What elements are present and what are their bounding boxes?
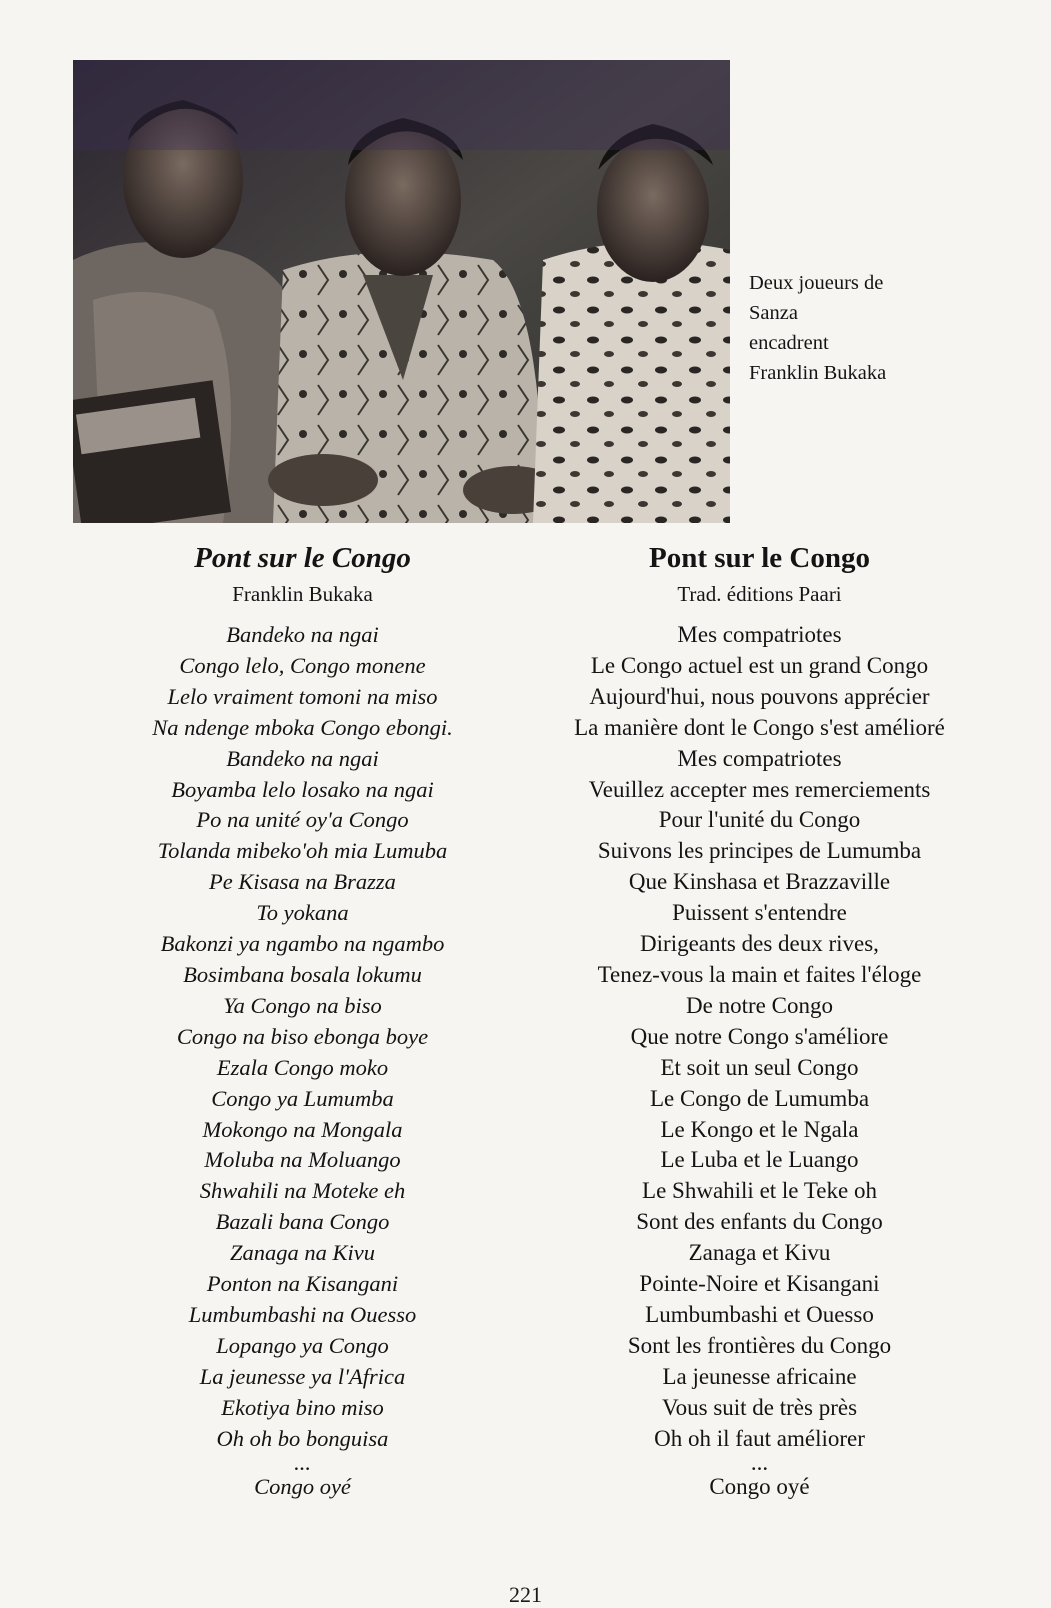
caption-line: Sanza: [749, 302, 798, 324]
lyric-line: Que notre Congo s'améliore: [630, 1023, 889, 1049]
original-lyrics: [105, 620, 500, 1503]
musicians-photo-illustration: [73, 60, 730, 523]
lyric-line: Congo oyé: [709, 1474, 810, 1500]
caption-line: encadrent: [749, 332, 829, 354]
translated-song-title: Pont sur le Congo: [648, 542, 870, 574]
lyric-line: Ekotiya bino miso: [221, 1394, 384, 1420]
lyric-line: Que Kinshasa et Brazzaville: [628, 869, 891, 895]
lyric-line: Ya Congo na biso: [223, 992, 382, 1018]
lyric-line: Zanaga et Kivu: [688, 1240, 831, 1266]
lyric-line: Sont les frontières du Congo: [627, 1332, 892, 1358]
original-song-title: Pont sur le Congo: [194, 542, 411, 574]
lyric-line: Lumbumbashi et Ouesso: [645, 1301, 874, 1327]
lyric-line: Pe Kisasa na Brazza: [209, 869, 396, 895]
lyric-line: Tenez-vous la main et faites l'éloge: [597, 961, 922, 987]
lyric-line: Lumbumbashi na Ouesso: [188, 1301, 417, 1327]
lyric-ellipsis: ...: [750, 1450, 769, 1476]
lyric-line: Le Kongo et le Ngala: [660, 1116, 859, 1142]
lyric-line: Bakonzi ya ngambo na ngambo: [160, 931, 445, 957]
lyric-line: La jeunesse ya l'Africa: [199, 1363, 406, 1389]
lyric-line: Bosimbana bosala lokumu: [183, 961, 422, 987]
lyric-line: Aujourd'hui, nous pouvons apprécier: [589, 683, 930, 709]
lyric-line: Suivons les principes de Lumumba: [597, 838, 922, 864]
lyric-line: Mes compatriotes: [677, 745, 842, 771]
lyric-line: Zanaga na Kivu: [229, 1240, 375, 1266]
lyric-line: Le Shwahili et le Teke oh: [642, 1178, 877, 1204]
lyric-line: Bandeko na ngai: [226, 745, 379, 771]
lyric-line: Boyamba lelo losako na ngai: [171, 776, 434, 802]
lyric-line: Na ndenge mboka Congo ebongi.: [152, 714, 453, 740]
translated-song-credit: Trad. éditions Paari: [677, 582, 842, 606]
lyric-line: Congo lelo, Congo monene: [179, 652, 426, 678]
lyric-line: Vous suit de très près: [661, 1394, 858, 1420]
lyric-line: Bandeko na ngai: [226, 622, 379, 647]
lyric-line: Moluba na Moluango: [204, 1147, 401, 1173]
translated-lyrics-column: [532, 540, 987, 1503]
lyric-line: Lopango ya Congo: [216, 1332, 389, 1358]
lyric-line: Lelo vraiment tomoni na miso: [167, 683, 438, 709]
lyric-line: Congo oyé: [254, 1474, 351, 1500]
lyric-line: Ezala Congo moko: [216, 1054, 389, 1080]
lyric-ellipsis: ...: [294, 1450, 311, 1476]
original-lyrics-column: [105, 540, 500, 1503]
lyric-line: Sont des enfants du Congo: [636, 1209, 883, 1235]
lyric-line: Le Congo de Lumumba: [649, 1085, 870, 1111]
lyric-line: La jeunesse africaine: [662, 1363, 857, 1389]
lyric-line: De notre Congo: [686, 992, 833, 1018]
caption-line: Deux joueurs de: [749, 272, 884, 294]
lyric-line: Oh oh bo bonguisa: [216, 1425, 389, 1451]
lyric-line: Shwahili na Moteke eh: [199, 1178, 406, 1204]
lyric-line: Oh oh il faut améliorer: [654, 1425, 865, 1451]
lyric-line: Veuillez accepter mes remerciements: [588, 776, 931, 802]
lyric-line: Puissent s'entendre: [672, 900, 847, 926]
lyric-line: Le Luba et le Luango: [660, 1147, 859, 1173]
lyric-line: Dirigeants des deux rives,: [640, 931, 879, 957]
lyric-line: Tolanda mibeko'oh mia Lumuba: [157, 838, 448, 864]
lyric-line: Et soit un seul Congo: [660, 1054, 859, 1080]
lyric-line: Congo na biso ebonga boye: [176, 1023, 429, 1049]
lyric-line: Ponton na Kisangani: [206, 1271, 399, 1297]
lyric-line: Pointe-Noire et Kisangani: [639, 1271, 880, 1297]
lyric-line: La manière dont le Congo s'est amélioré: [574, 714, 945, 740]
page-number: 221: [509, 1582, 542, 1607]
lyric-line: Le Congo actuel est un grand Congo: [590, 652, 929, 678]
photo-caption: [749, 268, 949, 388]
lyric-line: Mokongo na Mongala: [202, 1116, 403, 1142]
lyric-line: Pour l'unité du Congo: [658, 807, 861, 833]
caption-line: Franklin Bukaka: [749, 362, 887, 384]
musicians-photo: [73, 60, 730, 523]
lyric-line: Congo ya Lumumba: [211, 1085, 394, 1111]
original-song-credit: Franklin Bukaka: [232, 582, 373, 606]
lyric-line: Bazali bana Congo: [215, 1209, 390, 1235]
lyric-line: Po na unité oy'a Congo: [196, 807, 409, 833]
translated-lyrics: [532, 620, 987, 1503]
lyric-line: To yokana: [256, 900, 349, 926]
lyric-line: Mes compatriotes: [677, 622, 842, 647]
